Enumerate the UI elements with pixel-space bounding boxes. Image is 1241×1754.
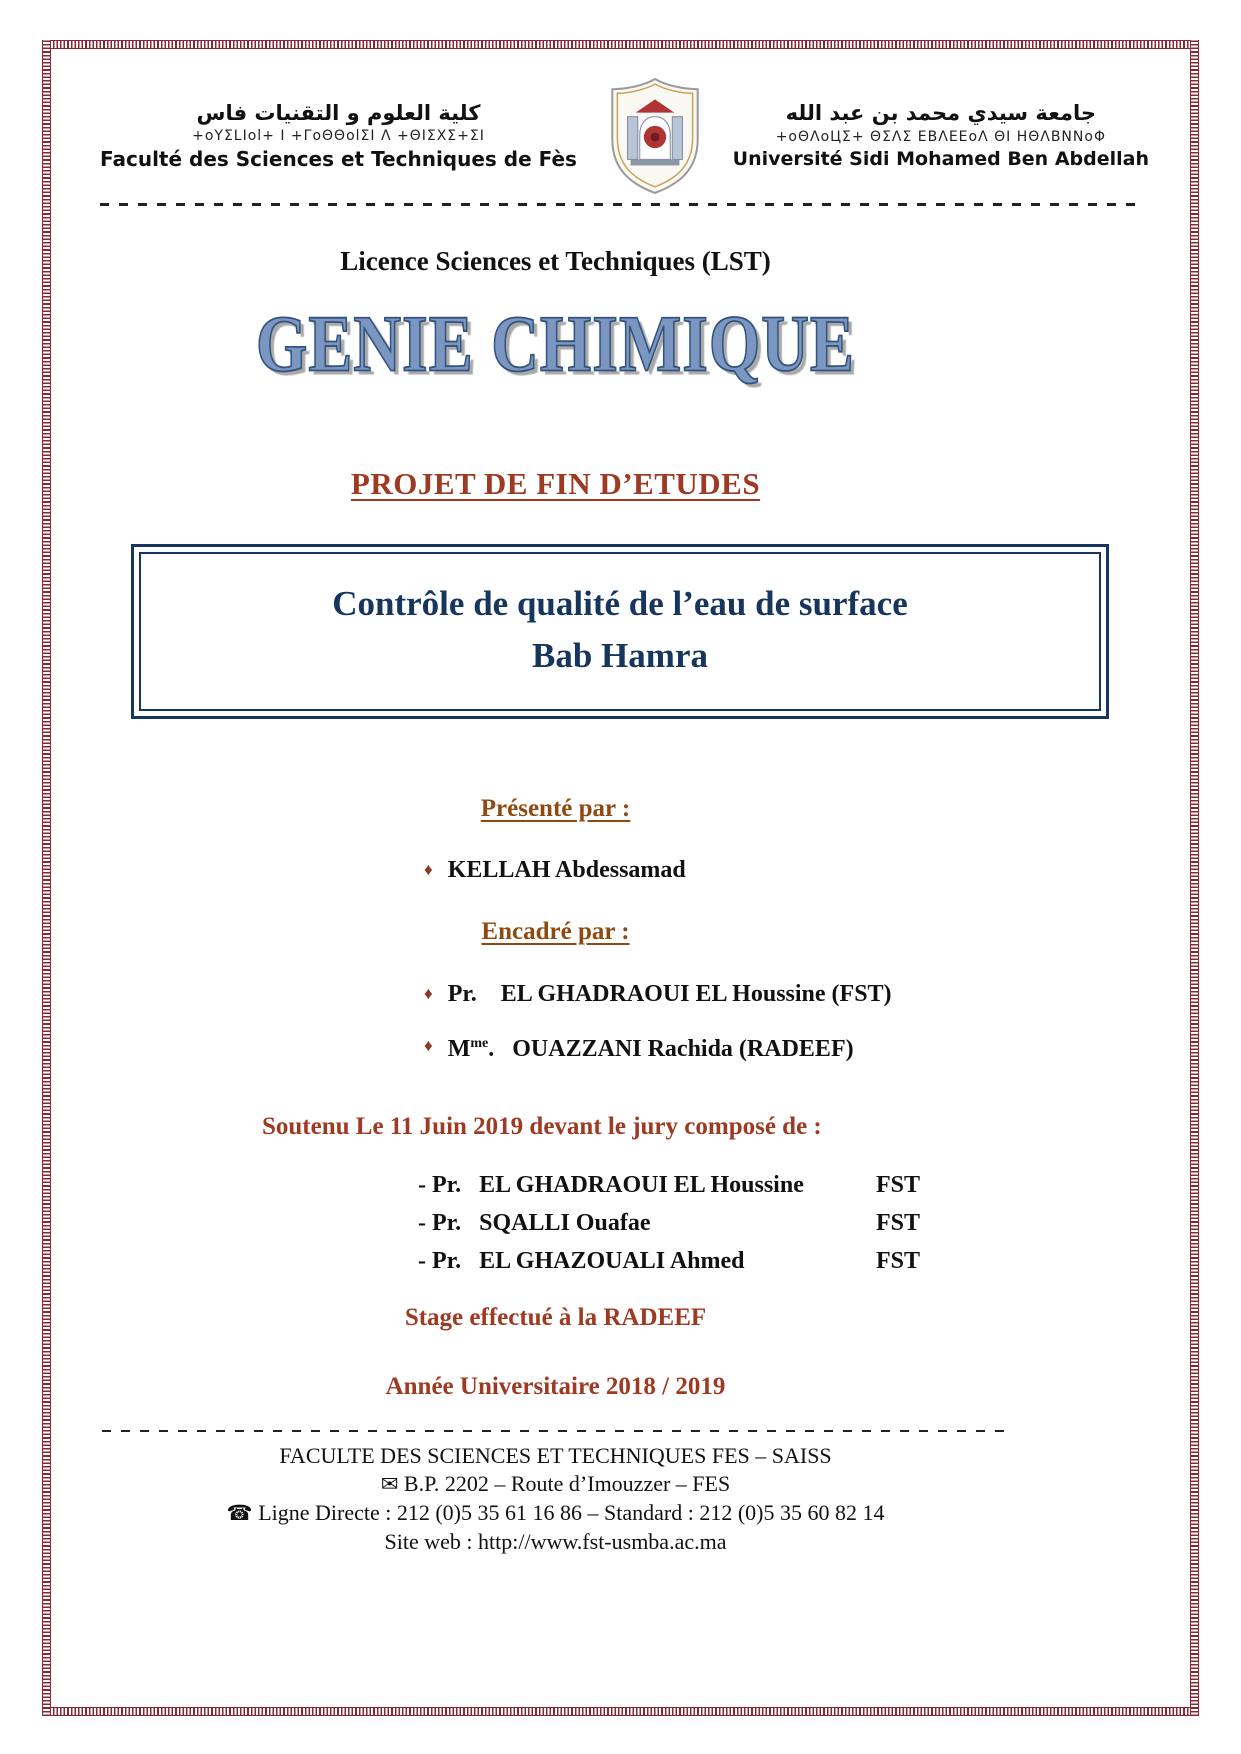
letterhead [100, 76, 1149, 196]
program-title: GENIE CHIMIQUE [256, 299, 855, 389]
title-section [0, 246, 1241, 502]
jury-member-affiliation: FST [876, 1247, 921, 1274]
decorative-border-top [42, 40, 1199, 49]
supervisor-row [424, 979, 1111, 1009]
thesis-title-line1: Contrôle de qualité de l’eau de surface [332, 583, 908, 623]
diamond-bullet-icon: ♦ [424, 859, 433, 879]
decorative-border-left [42, 40, 51, 1716]
phone-icon: ☎ [226, 1501, 253, 1525]
decorative-border-right [1190, 40, 1199, 1716]
supervisor-name: $M^{me}$. OUAZZANI Rachida (RADEEF) [447, 1035, 854, 1062]
thesis-title-box-inner [139, 552, 1101, 711]
thesis-title-line2: Bab Hamra [532, 636, 708, 675]
decorative-border-bottom [42, 1707, 1199, 1716]
diamond-bullet-icon: ♦ [424, 1036, 433, 1055]
jury-member-row [418, 1246, 1111, 1276]
dashed-separator-top [100, 203, 1141, 206]
author-name: KELLAH Abdessamad [447, 856, 686, 883]
footer-address-line [0, 1470, 1111, 1498]
jury-member-affiliation: FST [876, 1209, 921, 1236]
footer-phone-line [0, 1499, 1111, 1527]
degree-line: Licence Sciences et Techniques (LST) [340, 245, 771, 276]
faculty-name-french: Faculté des Sciences et Techniques de Fès [100, 147, 577, 172]
jury-member-row [418, 1208, 1111, 1238]
footer-phone-text: Ligne Directe : 212 (0)5 35 61 16 86 – Standard : 212 (0)5 35 60 82 14 [258, 1500, 885, 1525]
university-name-arabic: جامعة سيدي محمد بن عبد الله [785, 101, 1096, 126]
footer-contact-block [0, 1442, 1111, 1555]
faculty-name-tifinagh: +oYΣLIol+ I +ΓoΘΘolΣI Λ +ΘIΣXΣ+ΣI [192, 127, 485, 144]
thesis-title-box [131, 544, 1109, 719]
jury-member-name: - Pr. EL GHADRAOUI EL Houssine [418, 1171, 804, 1198]
jury-member-affiliation: FST [876, 1171, 921, 1198]
footer-address-text: B.P. 2202 – Route d’Imouzzer – FES [403, 1471, 731, 1496]
author-row [424, 855, 1111, 885]
dashed-separator-bottom [102, 1430, 1010, 1433]
supervised-by-label: Encadré par : [481, 917, 630, 945]
mail-icon: ✉ [380, 1472, 399, 1496]
university-name-tifinagh: +oΘΛoЦΣ+ ΘΣΛΣ ΕΒΛΕΕoΛ ΘΙ ΗΘΛΒΝΝoΦ [775, 128, 1106, 145]
program-title-wrap [0, 299, 1111, 402]
university-logo [600, 76, 710, 196]
supervisor-name: Pr. EL GHADRAOUI EL Houssine (FST) [447, 980, 892, 1007]
footer-institution-line: FACULTE DES SCIENCES ET TECHNIQUES FES – SAISS [279, 1443, 832, 1468]
footer-website-line: Site web : http://www.fst-usmba.ac.ma [384, 1529, 727, 1554]
internship-line: Stage effectué à la RADEEF [404, 1303, 707, 1331]
faculty-block [100, 100, 577, 173]
credits-section [0, 795, 1241, 1556]
jury-list [0, 1170, 1111, 1276]
jury-member-name: - Pr. EL GHAZOUALI Ahmed [418, 1247, 745, 1274]
presented-by-label: Présenté par : [480, 794, 631, 822]
university-name-french: Université Sidi Mohamed Ben Abdellah [732, 148, 1149, 170]
university-emblem-icon [600, 76, 710, 196]
university-block [733, 100, 1149, 172]
defense-heading: Soutenu Le 11 Juin 2019 devant le jury composé de : [262, 1112, 822, 1140]
supervisor-row [424, 1029, 1111, 1064]
diamond-bullet-icon: ♦ [424, 983, 433, 1003]
faculty-name-arabic: كلية العلوم و التقنيات فاس [196, 100, 481, 125]
academic-year-line: Année Universitaire 2018 / 2019 [385, 1372, 726, 1400]
jury-member-name: - Pr. SQALLI Ouafae [418, 1209, 651, 1236]
document-type-heading: PROJET DE FIN D’ETUDES [350, 465, 761, 501]
superscript-me: me [470, 1035, 489, 1051]
jury-member-row [418, 1170, 1111, 1200]
